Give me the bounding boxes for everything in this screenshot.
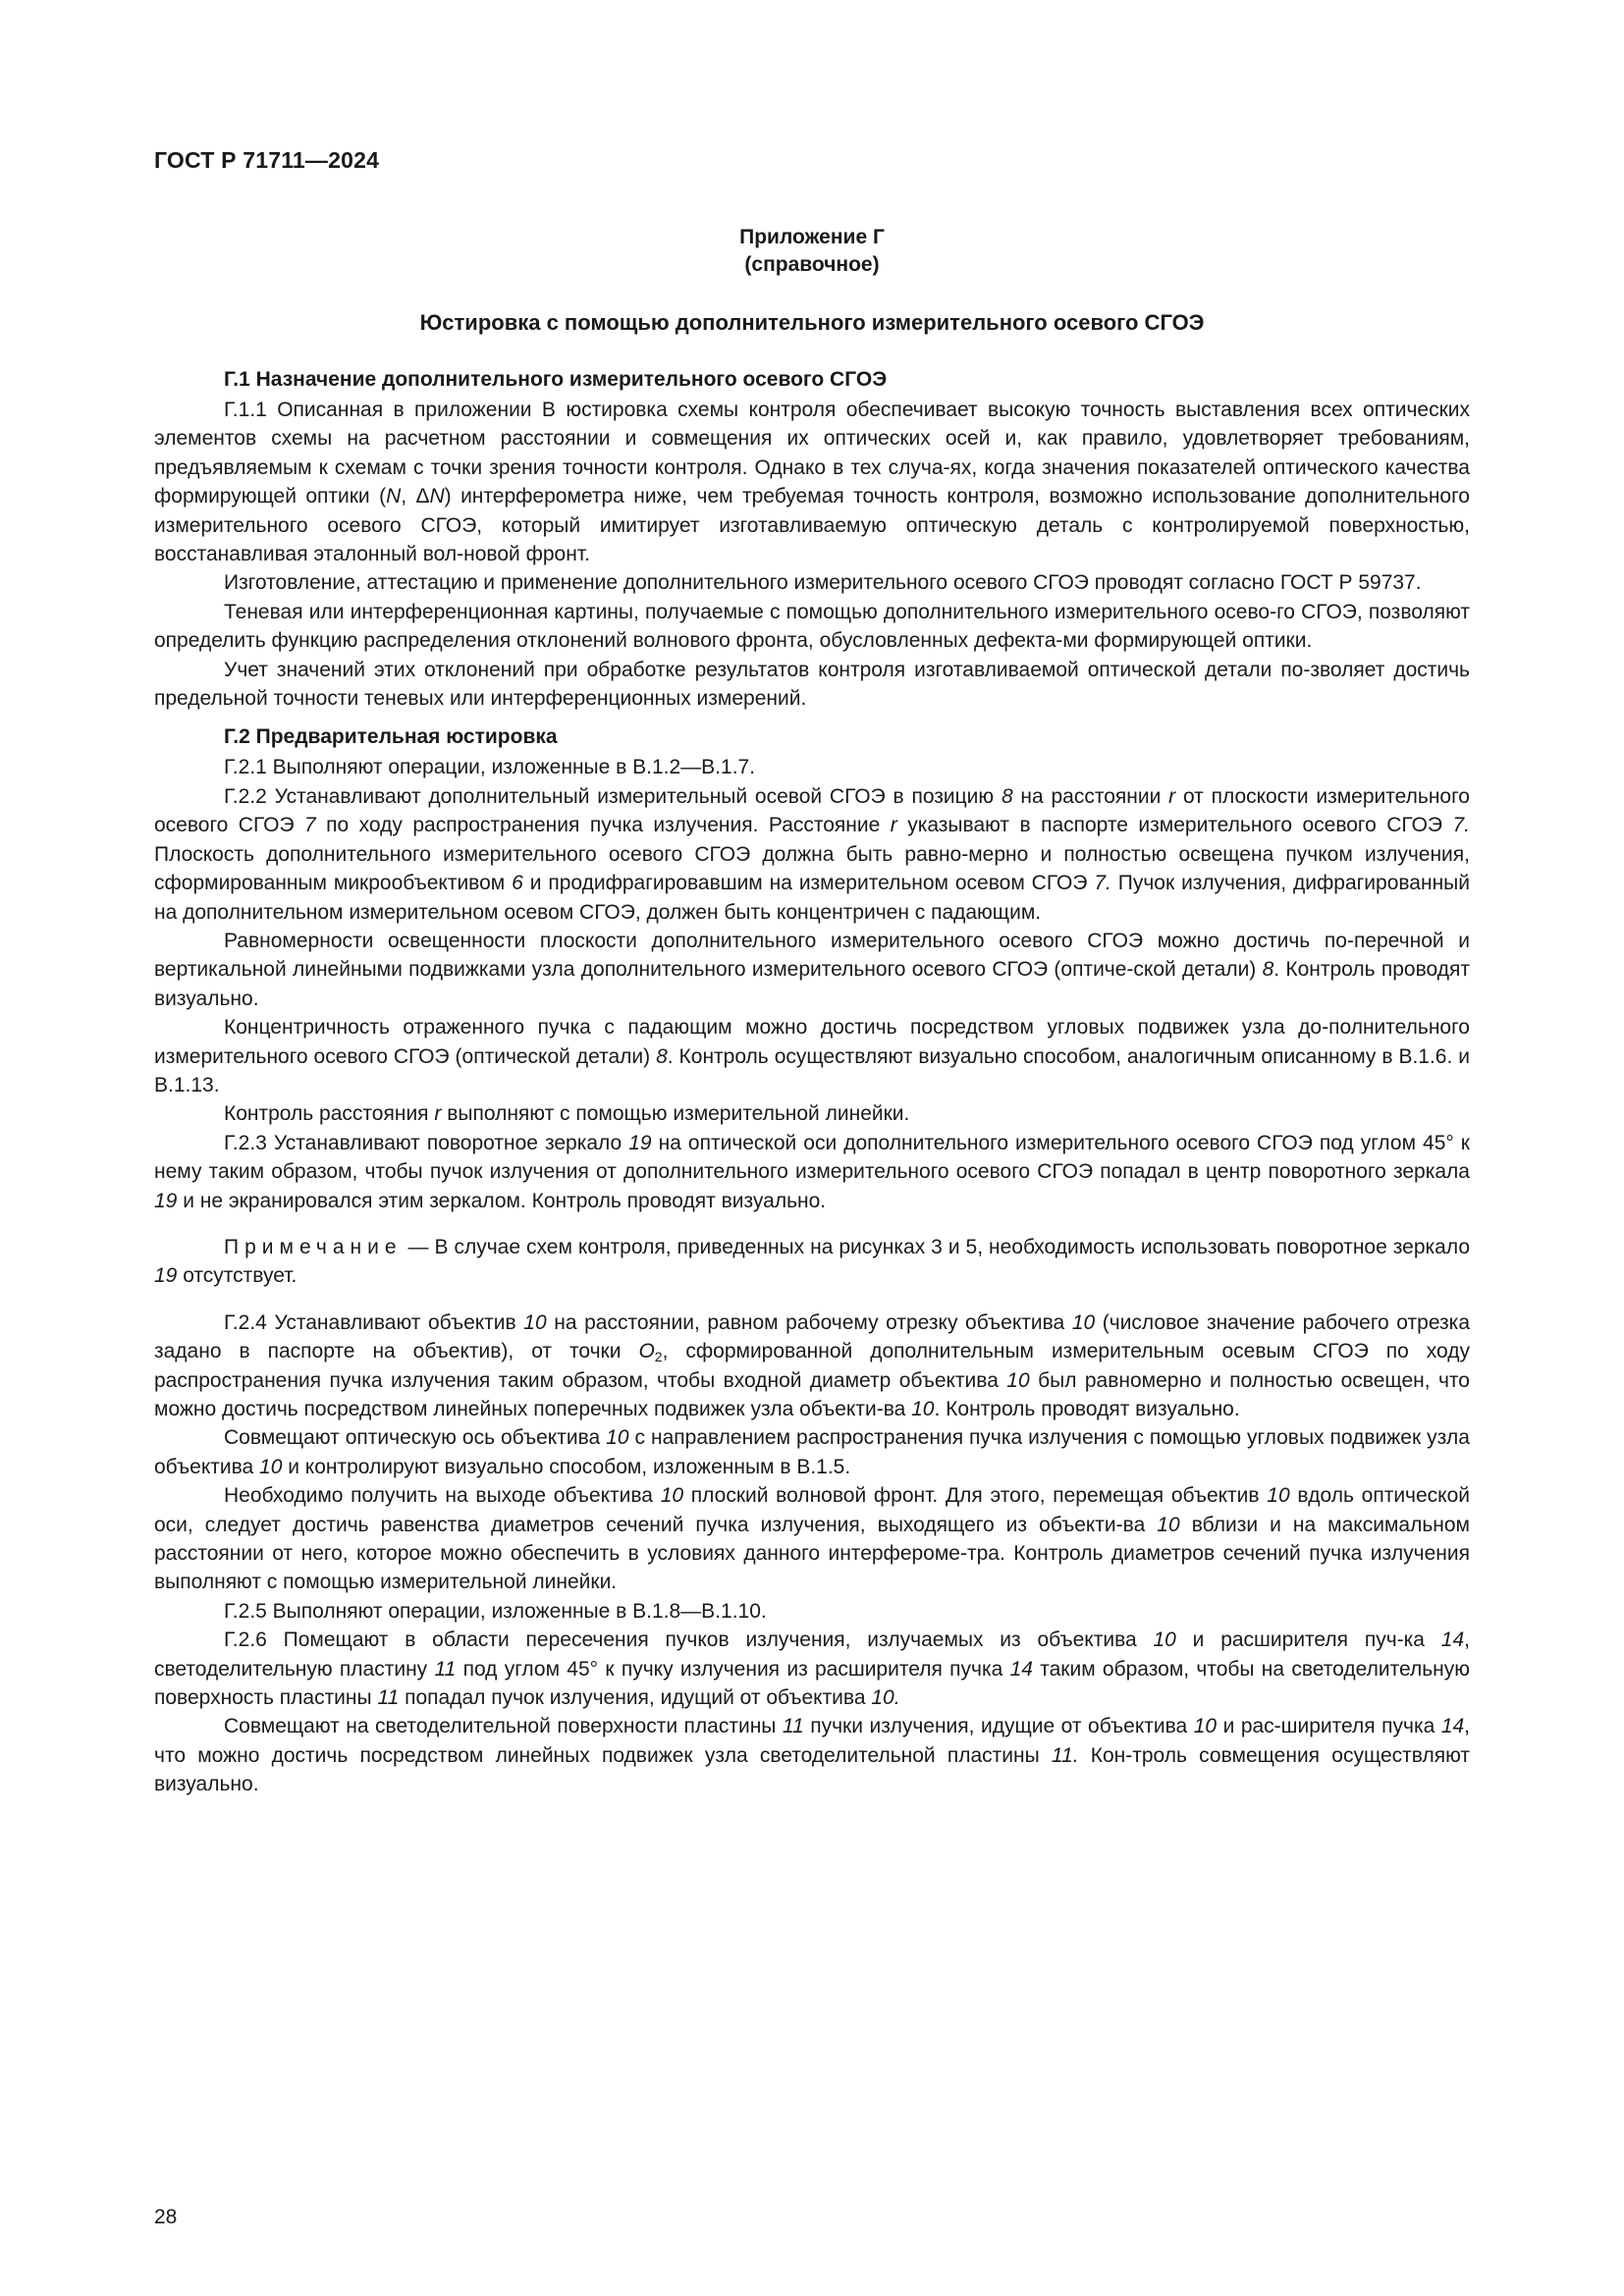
section-heading-g2: Г.2 Предварительная юстировка	[224, 725, 558, 749]
paragraph-g1-2: Изготовление, аттестацию и применение дополнительного измерительного осевого СГОЭ проводят согласно ГОСТ Р 59737.	[224, 571, 1422, 595]
paragraph-g2-8: Совмещают оптическую ось объектива 10 с направлением распространения пучка излучения с помощью угловых подвижек узла объектива 10 и контролируют визуально способом, изложенным в В.1.5.	[154, 1426, 1470, 1478]
section-heading-g1: Г.1 Назначение дополнительного измерительного осевого СГОЭ	[224, 368, 888, 391]
paragraph-g2-1: Г.2.1 Выполняют операции, изложенные в В.1.2—В.1.7.	[224, 756, 756, 779]
paragraph-g2-11: Г.2.6 Помещают в области пересечения пучков излучения, излучаемых из объектива 10 и расширителя пуч-ка 14, светоделительную пластину 11 под углом 45° к пучку излучения из расширителя пучка 14 таким образом, чтобы на светоделительную поверхность пластины 11 попадал пучок излучения, идущий от объектива 10.	[154, 1629, 1471, 1710]
paragraph-g2-2: Г.2.2 Устанавливают дополнительный измерительный осевой СГОЭ в позицию 8 на расстоянии r от плоскости измерительного осевого СГОЭ 7 по ходу распространения пучка излучения. Расстояние r указывают в паспорте измерительного осевого СГОЭ 7. Плоскость дополнительного измерительного осевого СГОЭ должна быть равно-мерно и полностью освещена пучком излучения, сформированным микрообъективом 6 и продифрагировавшим на измерительном осевом СГОЭ 7. Пучок излучения, дифрагированный на дополнительном измерительном осевом СГОЭ, должен быть концентричен с падающим.	[154, 784, 1470, 924]
paragraph-g1-1: Г.1.1 Описанная в приложении В юстировка схемы контроля обеспечивает высокую точность выставления всех оптических элементов схемы на расчетном расстоянии и совмещения их оптических осей и, как правило, удовлетворяет требованиям, предъявляемым к схемам с точки зрения точности контроля. Однако в тех случа-ях, когда значения показателей оптического качества формирующей оптики (N, ΔN) интерферометра ниже, чем требуемая точность контроля, возможно использование дополнительного измерительного осевого СГОЭ, который имитирует изготавливаемую оптическую деталь с контролируемой поверхностью, восстанавливая эталонный вол-новой фронт.	[154, 399, 1470, 566]
note: Примечание — В случае схем контроля, приведенных на рисунках 3 и 5, необходимость использовать поворотное зеркало 19 отсутствует.	[154, 1235, 1470, 1288]
paragraph-g1-3: Теневая или интерференционная картины, получаемые с помощью дополнительного измерительного осево-го СГОЭ, позволяют определить функцию распределения отклонений волнового фронта, обусловленных дефекта-ми формирующей оптики.	[154, 600, 1470, 653]
page-content	[154, 224, 1470, 1799]
paragraph-g2-3: Равномерности освещенности плоскости дополнительного измерительного осевого СГОЭ можно достичь по-перечной и вертикальной линейными подвижками узла дополнительного измерительного осевого СГОЭ (оптиче-ской детали) 8. Контроль проводят визуально.	[154, 929, 1470, 1010]
paragraph-g2-12: Совмещают на светоделительной поверхности пластины 11 пучки излучения, идущие от объектива 10 и рас-ширителя пучка 14, что можно достичь посредством линейных подвижек узла светоделительной пластины 11. Кон-троль совмещения осуществляют визуально.	[154, 1715, 1471, 1796]
document-id: ГОСТ Р 71711—2024	[154, 147, 380, 173]
paragraph-g2-4: Концентричность отраженного пучка с падающим можно достичь посредством угловых подвижек узла до-полнительного измерительного осевого СГОЭ (оптической детали) 8. Контроль осуществляют визуально способом, аналогичным описанному в В.1.6. и В.1.13.	[154, 1016, 1470, 1096]
page-number: 28	[154, 2206, 178, 2228]
paragraph-g2-5: Контроль расстояния r выполняют с помощью измерительной линейки.	[224, 1102, 910, 1126]
paragraph-g2-10: Г.2.5 Выполняют операции, изложенные в В.1.8—В.1.10.	[224, 1599, 767, 1623]
annex-title: Юстировка с помощью дополнительного измерительного осевого СГОЭ	[419, 310, 1205, 335]
paragraph-g1-4: Учет значений этих отклонений при обработке результатов контроля изготавливаемой оптической детали по-зволяет достичь предельной точности теневых или интерференционных измерений.	[154, 658, 1470, 711]
paragraph-g2-6: Г.2.3 Устанавливают поворотное зеркало 19 на оптической оси дополнительного измерительного осевого СГОЭ под углом 45° к нему таким образом, чтобы пучок излучения от дополнительного измерительного осевого СГОЭ попадал в центр поворотного зеркала 19 и не экранировался этим зеркалом. Контроль проводят визуально.	[154, 1131, 1470, 1212]
paragraph-g2-7: Г.2.4 Устанавливают объектив 10 на расстоянии, равном рабочему отрезку объектива 10 (числовое значение рабочего отрезка задано в паспорте на объектив), от точки $O_2$, сформированной дополнительным измерительным осевым СГОЭ по ходу распространения пучка излучения таким образом, чтобы входной диаметр объектива 10 был равномерно и полностью освещен, что можно достичь посредством линейных поперечных подвижек узла объекти-ва 10. Контроль проводят визуально.	[154, 1310, 1470, 1420]
annex-status: (справочное)	[744, 253, 880, 276]
paragraph-g2-9: Необходимо получить на выходе объектива 10 плоский волновой фронт. Для этого, перемещая объектив 10 вдоль оптической оси, следует достичь равенства диаметров сечений пучка излучения, выходящего из объекти-ва 10 вблизи и на максимальном расстоянии от него, которое можно обеспечить в условиях данного интерфероме-тра. Контроль диаметров сечений пучка излучения выполняют с помощью измерительной линейки.	[154, 1484, 1471, 1594]
annex-label: Приложение Г	[739, 226, 885, 248]
